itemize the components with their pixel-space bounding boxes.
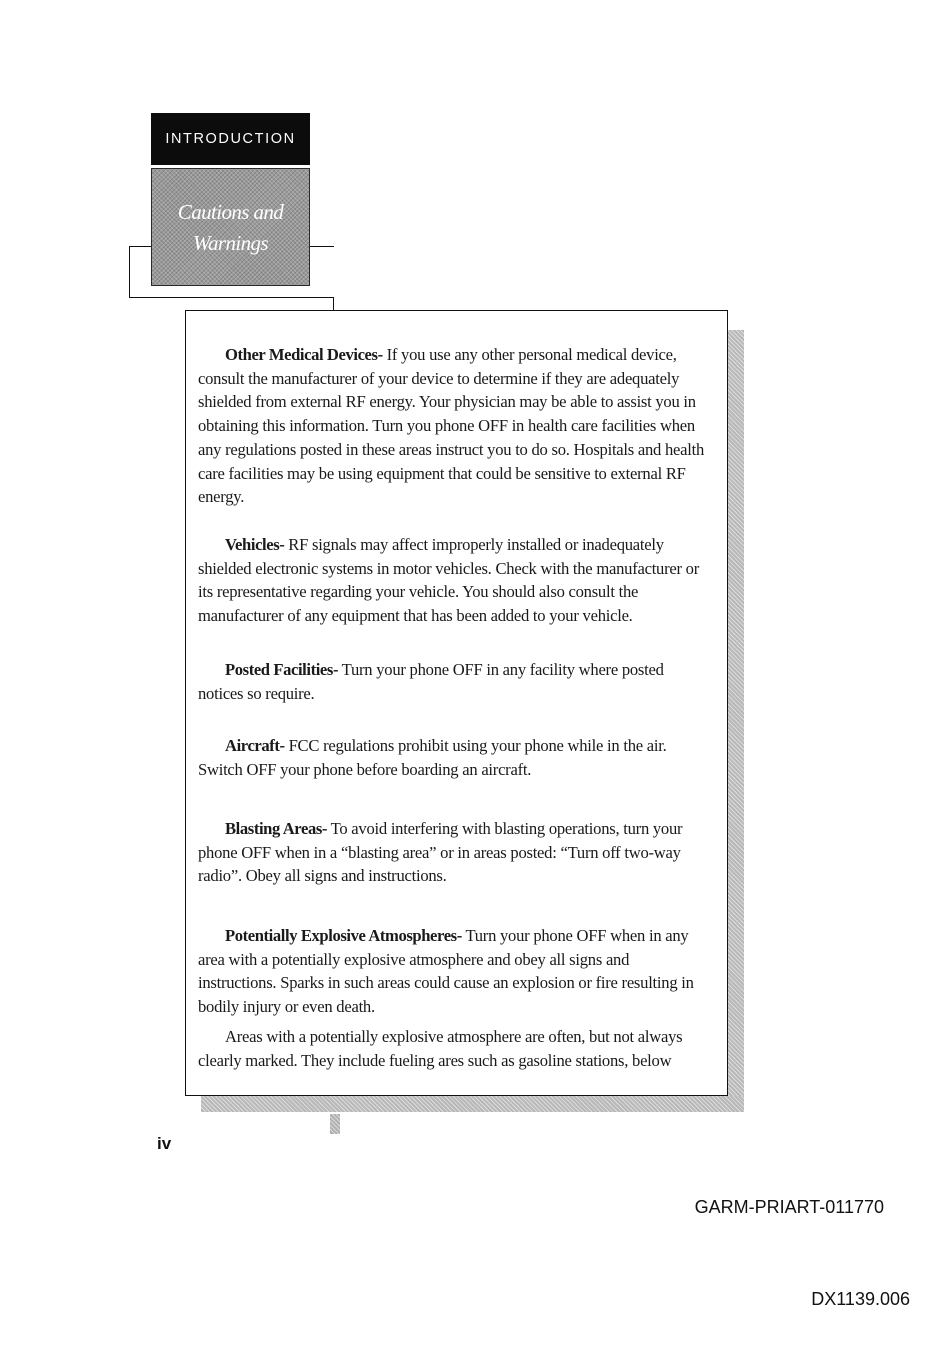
page-number: iv [157, 1134, 172, 1153]
paragraph-blasting-areas [198, 817, 710, 888]
bracket-top-right [310, 246, 334, 247]
paragraph-vehicles [198, 533, 710, 628]
section-title [152, 197, 309, 259]
paragraph-continuation: Areas with a potentially explosive atmosphere are often, but not always clearly marked. They include fueling ares such as gasoline stations, below [198, 1027, 683, 1070]
body-explosive-atmospheres: Turn your phone OFF when in any area with a potentially explosive atmosphere and obey all signs and instructions. Sparks in such areas could cause an explosion or fire resulting in bodily injury or even death. [198, 926, 694, 1017]
introduction-tab-label: INTRODUCTION [165, 131, 296, 147]
content-shadow-right [728, 330, 744, 1112]
decorative-mark [330, 1114, 340, 1134]
content-shadow-bottom [201, 1096, 744, 1112]
body-vehicles: RF signals may affect improperly installed or inadequately shielded electronic systems in motor vehicles. Check with the manufacturer or its representative regarding your vehicle. You should also consult the manufacturer of any equipment that has been added to your vehicle. [198, 535, 699, 626]
heading-explosive-atmospheres: Potentially Explosive Atmospheres- [225, 926, 462, 945]
heading-blasting-areas: Blasting Areas- [225, 819, 328, 838]
heading-vehicles: Vehicles- [225, 535, 285, 554]
paragraph-other-medical-devices [198, 343, 710, 509]
bracket-bottom [129, 297, 334, 298]
paragraph-explosive-atmospheres [198, 924, 710, 1019]
heading-aircraft: Aircraft- [225, 736, 285, 755]
section-title-box [151, 168, 310, 286]
content-box [185, 310, 728, 1096]
bates-id-exhibit: DX1139.006 [811, 1289, 910, 1309]
paragraph-posted-facilities [198, 658, 710, 705]
heading-posted-facilities: Posted Facilities- [225, 660, 339, 679]
bracket-top-left [129, 246, 151, 247]
bates-id-primary: GARM-PRIART-011770 [694, 1197, 884, 1217]
bracket-left-vertical [129, 246, 130, 298]
body-aircraft: FCC regulations prohibit using your phone while in the air. Switch OFF your phone before boarding an aircraft. [198, 736, 667, 779]
introduction-tab [151, 113, 310, 165]
body-blasting-areas: To avoid interfering with blasting operations, turn your phone OFF when in a “blasting area” or in areas posted: “Turn off two-way radio”. Obey all signs and instructions. [198, 819, 683, 886]
body-posted-facilities: Turn your phone OFF in any facility where posted notices so require. [198, 660, 664, 703]
bracket-drop [333, 297, 334, 311]
body-other-medical-devices: If you use any other personal medical device, consult the manufacturer of your device to determine if they are adequately shielded from external RF energy. Your physician may be able to assist you in obtaining this information. Turn you phone OFF in health care facilities when any regulations posted in these areas instruct you to do so. Hospitals and health care facilities may be using equipment that could be sensitive to external RF energy. [198, 345, 705, 507]
section-title-line2: Warnings [193, 231, 268, 255]
paragraph-aircraft [198, 734, 710, 781]
section-title-line1: Cautions and [177, 200, 284, 224]
heading-other-medical-devices: Other Medical Devices- [225, 345, 383, 364]
